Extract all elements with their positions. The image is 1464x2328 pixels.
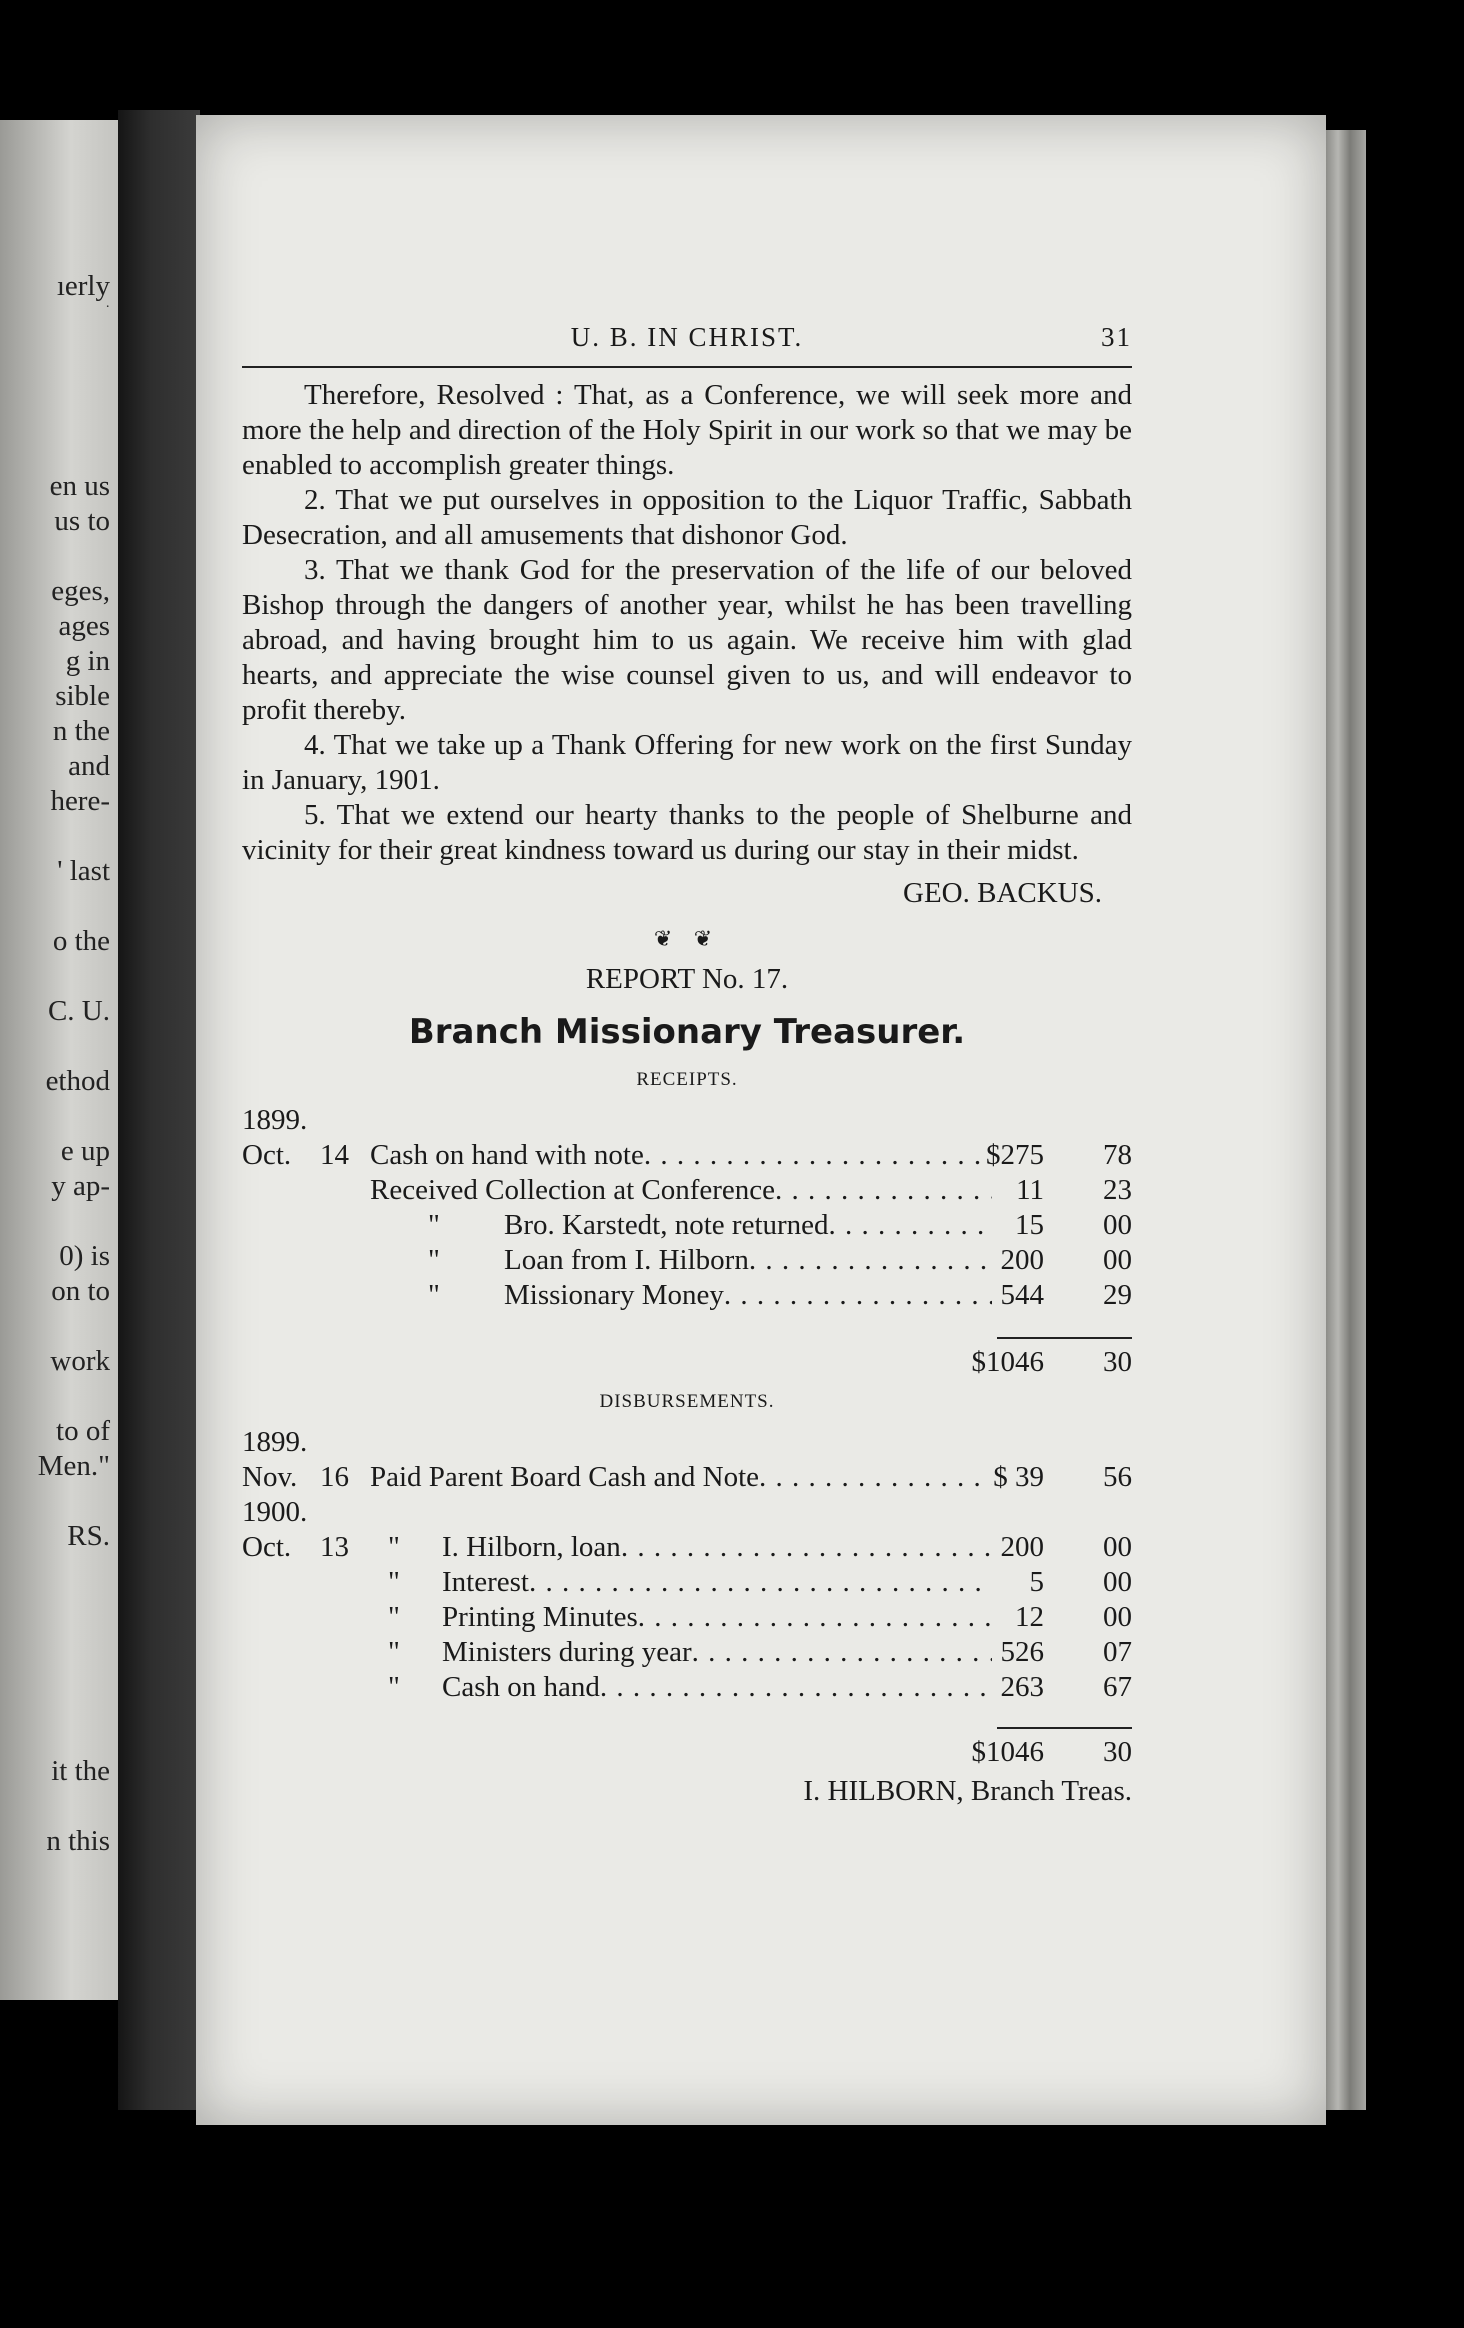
- row-text: Interest: [442, 1566, 529, 1598]
- left-text-line: e up: [60, 1135, 110, 1167]
- ledger-row: [242, 1138, 1132, 1173]
- row-dollars: $275: [986, 1139, 1044, 1171]
- ledger-row: [242, 1243, 1132, 1278]
- row-description: [442, 1565, 992, 1600]
- row-ditto: ": [428, 1244, 440, 1276]
- row-dollars: 12: [1015, 1601, 1044, 1633]
- ledger-year: [242, 1495, 1132, 1530]
- leader-dots: [621, 1530, 992, 1565]
- row-dollars: 11: [1016, 1174, 1044, 1206]
- total-dollars: $1046: [971, 1346, 1044, 1378]
- leader-dots: [775, 1173, 992, 1208]
- leader-dots: [692, 1635, 992, 1670]
- row-description: [442, 1600, 992, 1635]
- left-text-line: and: [68, 750, 110, 782]
- row-description: [370, 1460, 992, 1495]
- row-dollars: $ 39: [993, 1461, 1044, 1493]
- row-cents: 78: [1103, 1139, 1132, 1171]
- left-text-line: us to: [54, 505, 110, 537]
- leader-dots: [638, 1600, 992, 1635]
- left-text-line: RS.: [67, 1520, 110, 1552]
- row-ditto: ": [388, 1601, 400, 1633]
- resolution-paragraph: 4. That we take up a Thank Offering for new work on the first Sunday in January, 1901.: [242, 729, 1132, 796]
- left-text-line: on to: [51, 1275, 110, 1307]
- total-dollars: $1046: [971, 1736, 1044, 1768]
- year-label: 1899.: [242, 1104, 308, 1136]
- left-text-line: work: [50, 1345, 110, 1377]
- left-text-line: ages: [58, 610, 110, 642]
- disbursements-total-row: [242, 1735, 1132, 1770]
- row-description: [442, 1635, 992, 1670]
- row-ditto: ": [428, 1209, 440, 1241]
- book-gutter: [118, 110, 200, 2110]
- row-cents: 00: [1103, 1601, 1132, 1633]
- ledger-row: [242, 1173, 1132, 1208]
- row-text: Cash on hand with note: [370, 1139, 644, 1171]
- left-text-line: Men.": [37, 1450, 110, 1482]
- leader-dots: [529, 1565, 992, 1600]
- ledger-year: [242, 1425, 1132, 1460]
- ledger-row: [242, 1460, 1132, 1495]
- leader-dots: [759, 1460, 992, 1495]
- left-text-line: ıerly: [56, 270, 110, 302]
- row-description: [504, 1278, 992, 1313]
- left-text-line: n this: [46, 1825, 110, 1857]
- row-day: 13: [320, 1531, 349, 1563]
- row-text: Loan from I. Hilborn: [504, 1244, 749, 1276]
- row-text: Missionary Money: [504, 1279, 724, 1311]
- row-dollars: 200: [1000, 1531, 1044, 1563]
- left-text-line: ' last: [57, 855, 110, 887]
- ledger-row: [242, 1600, 1132, 1635]
- left-text-line: ethod: [45, 1065, 110, 1097]
- row-cents: 56: [1103, 1461, 1132, 1493]
- row-description: [442, 1670, 992, 1705]
- row-cents: 29: [1103, 1279, 1132, 1311]
- row-cents: 00: [1103, 1566, 1132, 1598]
- left-text-line: o the: [52, 925, 110, 957]
- leader-dots: [600, 1670, 992, 1705]
- total-rule: [242, 1331, 1132, 1345]
- row-dollars: 526: [1000, 1636, 1044, 1668]
- total-cents: 30: [1103, 1736, 1132, 1768]
- row-cents: 00: [1103, 1244, 1132, 1276]
- row-month: Nov.: [242, 1461, 298, 1493]
- left-text-line: to of: [56, 1415, 110, 1447]
- row-day: 16: [320, 1461, 349, 1493]
- row-cents: 23: [1103, 1174, 1132, 1206]
- row-text: Received Collection at Conference: [370, 1174, 776, 1206]
- row-description: [370, 1173, 992, 1208]
- resolution-paragraph: Therefore, Resolved : That, as a Conference, we will seek more and more the help and direction of the Holy Spirit in our work so that we may be enabled to accomplish greater things.: [242, 379, 1132, 481]
- row-dollars: 5: [1029, 1566, 1044, 1598]
- row-dollars: 15: [1015, 1209, 1044, 1241]
- running-header: [242, 320, 1132, 366]
- report-label: REPORT No. 17.: [585, 963, 789, 995]
- year-label: 1899.: [242, 1426, 308, 1458]
- signature: GEO. BACKUS.: [903, 877, 1102, 909]
- row-dollars: 200: [1000, 1244, 1044, 1276]
- left-text-line: ·: [105, 300, 110, 315]
- page-edge: [1326, 130, 1366, 2110]
- leader-dots: [724, 1278, 992, 1313]
- year-label: 1900.: [242, 1496, 308, 1528]
- row-day: 14: [320, 1139, 349, 1171]
- leader-dots: [749, 1243, 992, 1278]
- row-text: Bro. Karstedt, note returned: [504, 1209, 829, 1241]
- row-cents: 67: [1103, 1671, 1132, 1703]
- ledger-row: [242, 1565, 1132, 1600]
- left-page-fragment: [0, 120, 118, 2000]
- left-text-line: en us: [49, 470, 110, 502]
- header-title: U. B. IN CHRIST.: [570, 322, 804, 352]
- header-rule: [242, 366, 1132, 368]
- row-description: [504, 1208, 992, 1243]
- receipts-total-row: [242, 1345, 1132, 1380]
- ledger-row: [242, 1278, 1132, 1313]
- left-text-line: eges,: [51, 575, 110, 607]
- ledger-year: [242, 1103, 1132, 1138]
- ornament: ❦ ❦: [653, 926, 721, 951]
- left-text-line: it the: [51, 1755, 110, 1787]
- page-content: [242, 320, 1132, 1809]
- row-ditto: ": [388, 1566, 400, 1598]
- left-text-line: sible: [55, 680, 110, 712]
- total-cents: 30: [1103, 1346, 1132, 1378]
- row-dollars: 263: [1000, 1671, 1044, 1703]
- resolution-paragraph: 2. That we put ourselves in opposition to the Liquor Traffic, Sabbath Desecration, and all amusements that dishonor God.: [242, 484, 1132, 551]
- row-text: Ministers during year: [442, 1636, 692, 1668]
- row-month: Oct.: [242, 1139, 292, 1171]
- left-text-line: y ap-: [51, 1170, 110, 1202]
- leader-dots: [644, 1138, 992, 1173]
- resolution-paragraph: 3. That we thank God for the preservation of the life of our beloved Bishop through the dangers of another year, whilst he has been travelling abroad, and having brought him to us again. We receive him with glad hearts, and appreciate the wise counsel given to us, and will endeavor to profit thereby.: [242, 554, 1132, 726]
- row-text: Cash on hand: [442, 1671, 600, 1703]
- treasurer-signature: I. HILBORN, Branch Treas.: [803, 1775, 1132, 1807]
- row-text: Paid Parent Board Cash and Note: [370, 1461, 760, 1493]
- row-cents: 07: [1103, 1636, 1132, 1668]
- page-number: 31: [1101, 322, 1132, 352]
- ledger-row: [242, 1530, 1132, 1565]
- row-text: I. Hilborn, loan: [442, 1531, 621, 1563]
- left-text-line: here-: [50, 785, 110, 817]
- row-ditto: ": [428, 1279, 440, 1311]
- ledger-row: [242, 1208, 1132, 1243]
- receipts-heading: RECEIPTS.: [636, 1069, 738, 1090]
- left-text-line: g in: [65, 645, 110, 677]
- row-description: [370, 1138, 992, 1173]
- row-ditto: ": [388, 1671, 400, 1703]
- row-ditto: ": [388, 1531, 400, 1563]
- disbursements-heading: DISBURSEMENTS.: [599, 1391, 775, 1412]
- leader-dots: [829, 1208, 992, 1243]
- row-dollars: 544: [1000, 1279, 1044, 1311]
- left-text-line: n the: [52, 715, 110, 747]
- row-text: Printing Minutes: [442, 1601, 638, 1633]
- ledger-row: [242, 1670, 1132, 1705]
- row-month: Oct.: [242, 1531, 292, 1563]
- report-title: Branch Missionary Treasurer.: [408, 1012, 966, 1052]
- row-cents: 00: [1103, 1531, 1132, 1563]
- row-cents: 00: [1103, 1209, 1132, 1241]
- total-rule: [242, 1721, 1132, 1735]
- left-text-line: 0) is: [59, 1240, 110, 1272]
- resolution-paragraph: 5. That we extend our hearty thanks to the people of Shelburne and vicinity for their great kindness toward us during our stay in their midst.: [242, 799, 1132, 866]
- row-description: [504, 1243, 992, 1278]
- ledger-row: [242, 1635, 1132, 1670]
- row-description: [442, 1530, 992, 1565]
- left-text-line: C. U.: [47, 995, 110, 1027]
- row-ditto: ": [388, 1636, 400, 1668]
